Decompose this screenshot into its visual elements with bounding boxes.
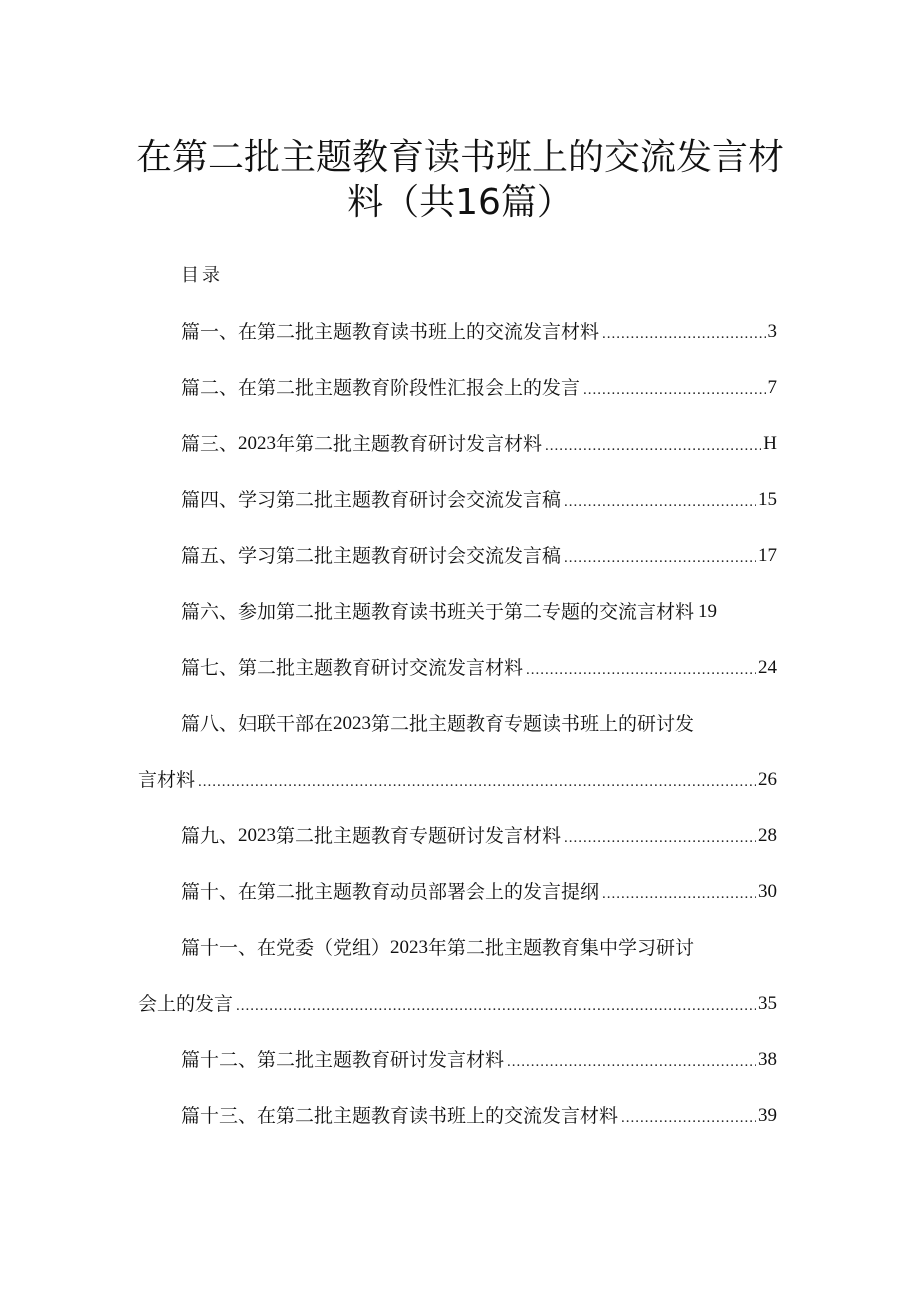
toc-entry-label: 篇五、学习第二批主题教育研讨会交流发言稿	[181, 545, 562, 567]
toc-entry-label: 篇四、学习第二批主题教育研讨会交流发言稿	[181, 489, 562, 511]
toc-entry-7[interactable]	[181, 650, 777, 682]
toc-entry-label: 篇十、在第二批主题教育动员部署会上的发言提纲	[181, 881, 600, 903]
toc-entry-page: H	[763, 433, 777, 454]
toc-dot-leader	[526, 658, 756, 682]
toc-entry-11-line-1[interactable]	[181, 930, 781, 962]
toc-entry-label-suffix: 年第二批主题教育研讨发言材料	[276, 433, 543, 455]
toc-heading: 目录	[181, 265, 223, 286]
toc-entry-9[interactable]	[181, 818, 777, 850]
toc-entry-page: 15	[758, 489, 777, 510]
toc-entry-page: 24	[758, 657, 777, 678]
toc-entry-page: 19	[698, 601, 718, 622]
toc-dot-leader	[564, 546, 756, 570]
document-title-line-2: 料（共16篇）	[347, 182, 573, 223]
toc-entry-label-prefix: 篇八、妇联干部在	[181, 713, 334, 735]
toc-entry-label: 篇十三、在第二批主题教育读书班上的交流发言材料	[181, 1105, 619, 1127]
toc-dot-leader	[507, 1050, 756, 1074]
document-title-line-1: 在第二批主题教育读书班上的交流发言材	[135, 137, 784, 178]
toc-entry-label-year: 2023	[238, 825, 277, 846]
toc-entry-label: 篇七、第二批主题教育研讨交流发言材料	[181, 657, 524, 679]
toc-entry-11-line-2[interactable]	[138, 986, 777, 1018]
toc-dot-leader	[198, 770, 756, 794]
toc-entry-label-continuation: 会上的发言	[138, 993, 234, 1015]
toc-entry-label-continuation: 言材料	[138, 769, 196, 791]
toc-entry-label-prefix: 篇三、	[181, 433, 239, 455]
toc-entry-page: 38	[758, 1049, 777, 1070]
toc-dot-leader	[621, 1106, 756, 1130]
toc-entry-6[interactable]	[181, 594, 777, 626]
toc-dot-leader	[564, 826, 756, 850]
toc-entry-page: 39	[758, 1105, 777, 1126]
toc-entry-page: 3	[767, 321, 777, 342]
toc-entry-label-year: 2023	[333, 713, 372, 734]
toc-entry-12[interactable]	[181, 1042, 777, 1074]
toc-entry-page: 7	[767, 377, 777, 398]
toc-entry-13[interactable]	[181, 1098, 777, 1130]
toc-entry-label: 篇二、在第二批主题教育阶段性汇报会上的发言	[181, 377, 581, 399]
toc-entry-label: 篇六、参加第二批主题教育读书班关于第二专题的交流言材料	[181, 601, 695, 623]
toc-dot-leader	[564, 490, 756, 514]
toc-entry-3[interactable]	[181, 426, 777, 458]
toc-entry-10[interactable]	[181, 874, 777, 906]
toc-entry-page: 30	[758, 881, 777, 902]
toc-entry-label-prefix: 篇九、	[181, 825, 239, 847]
toc-entry-label: 篇十二、第二批主题教育研讨发言材料	[181, 1049, 505, 1071]
toc-entry-page: 17	[758, 545, 777, 566]
toc-entry-8-line-1[interactable]	[181, 706, 781, 738]
toc-dot-leader	[583, 378, 765, 402]
toc-entry-label-year: 2023	[390, 937, 429, 958]
toc-dot-leader	[236, 994, 756, 1018]
toc-entry-label: 篇一、在第二批主题教育读书班上的交流发言材料	[181, 321, 600, 343]
toc-dot-leader	[545, 434, 761, 458]
toc-entry-page: 26	[758, 769, 777, 790]
toc-entry-5[interactable]	[181, 538, 777, 570]
toc-entry-4[interactable]	[181, 482, 777, 514]
toc-entry-1[interactable]	[181, 314, 777, 346]
toc-entry-page: 28	[758, 825, 777, 846]
toc-entry-label-suffix: 年第二批主题教育集中学习研讨	[428, 937, 695, 959]
toc-entry-label-year: 2023	[238, 433, 277, 454]
toc-entry-label-suffix: 第二批主题教育专题研讨发言材料	[276, 825, 562, 847]
toc-entry-label-suffix: 第二批主题教育专题读书班上的研讨发	[371, 713, 695, 735]
toc-entry-2[interactable]	[181, 370, 777, 402]
toc-dot-leader	[602, 322, 765, 346]
toc-entry-page: 35	[758, 993, 777, 1014]
toc-entry-8-line-2[interactable]	[138, 762, 777, 794]
toc-entry-label-prefix: 篇十一、在党委（党组）	[181, 937, 391, 959]
toc-dot-leader	[602, 882, 756, 906]
